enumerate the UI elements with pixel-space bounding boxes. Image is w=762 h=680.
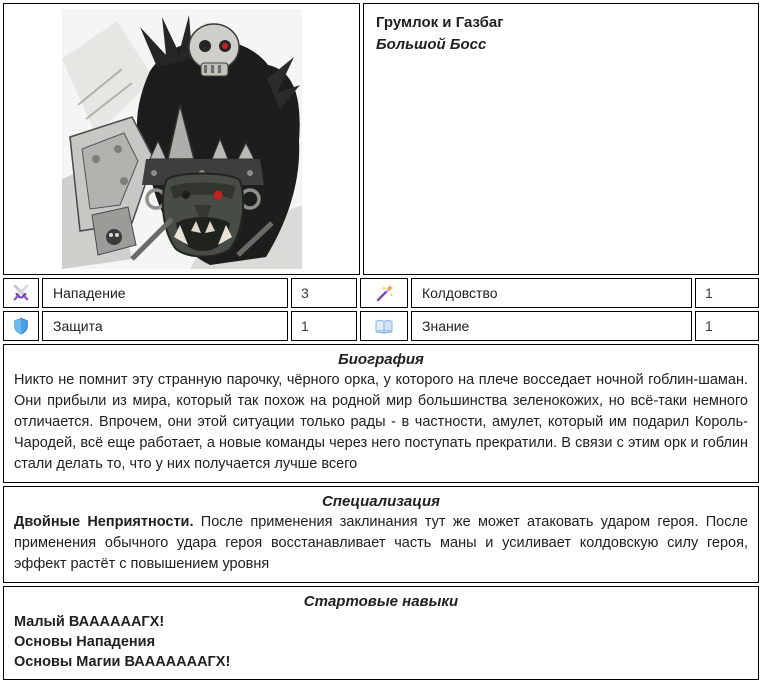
- title-cell: [363, 3, 759, 275]
- biography-title: Биография: [338, 351, 424, 368]
- knowledge-label: Знание: [411, 311, 692, 341]
- skills-title: Стартовые навыки: [303, 593, 459, 610]
- hero-class-title: Большой Босс: [376, 36, 487, 53]
- specialization-text: [14, 512, 748, 575]
- section-biography: [3, 344, 759, 483]
- header-row: [3, 3, 759, 275]
- sorcery-value: 1: [695, 278, 759, 308]
- attack-label: Нападение: [42, 278, 288, 308]
- portrait-cell: [3, 3, 360, 275]
- magic-wand-icon: [360, 278, 408, 308]
- attack-value: 3: [291, 278, 357, 308]
- crossed-swords-icon: [3, 278, 39, 308]
- stats-row-1: [3, 278, 759, 308]
- defense-label: Защита: [42, 311, 288, 341]
- stats-row-2: [3, 311, 759, 341]
- specialization-title: Специализация: [322, 493, 440, 510]
- sorcery-label: Колдовство: [411, 278, 692, 308]
- hero-name: Грумлок и Газбаг: [376, 14, 504, 31]
- biography-text: Никто не помнит эту странную парочку, чёрного орка, у которого на плече восседает ночной гоблин-шаман. Они прибыли из мира, который так похож на родной мир большинства зеленокожих, но всё-таки немного отличается. Впрочем, они этой ситуации только рады - в частности, амулет, который им подарил Король-Чародей, всё еще работает, а новые команды через него поступать прекратили. В связи с этим орк и гоблин стали делать то, что у них получается лучше всего: [14, 372, 748, 472]
- skill-item: Основы Магии ВАААААААГХ!: [14, 654, 231, 670]
- skill-item: Основы Нападения: [14, 634, 156, 650]
- specialization-lead: Двойные Неприятности.: [14, 514, 194, 530]
- knowledge-value: 1: [695, 311, 759, 341]
- section-starting-skills: [3, 586, 759, 680]
- specialization-description: После применения заклинания тут же может атаковать ударом героя. После применения обычного удара героя восстанавливает часть маны и усиливает колдовскую силу героя, эффект растёт с повышением уровня: [14, 514, 748, 572]
- defense-value: 1: [291, 311, 357, 341]
- hero-artwork: [62, 9, 302, 269]
- open-book-icon: [360, 311, 408, 341]
- skill-item: Малый ВААААААГХ!: [14, 614, 165, 630]
- section-specialization: [3, 486, 759, 583]
- shield-icon: [3, 311, 39, 341]
